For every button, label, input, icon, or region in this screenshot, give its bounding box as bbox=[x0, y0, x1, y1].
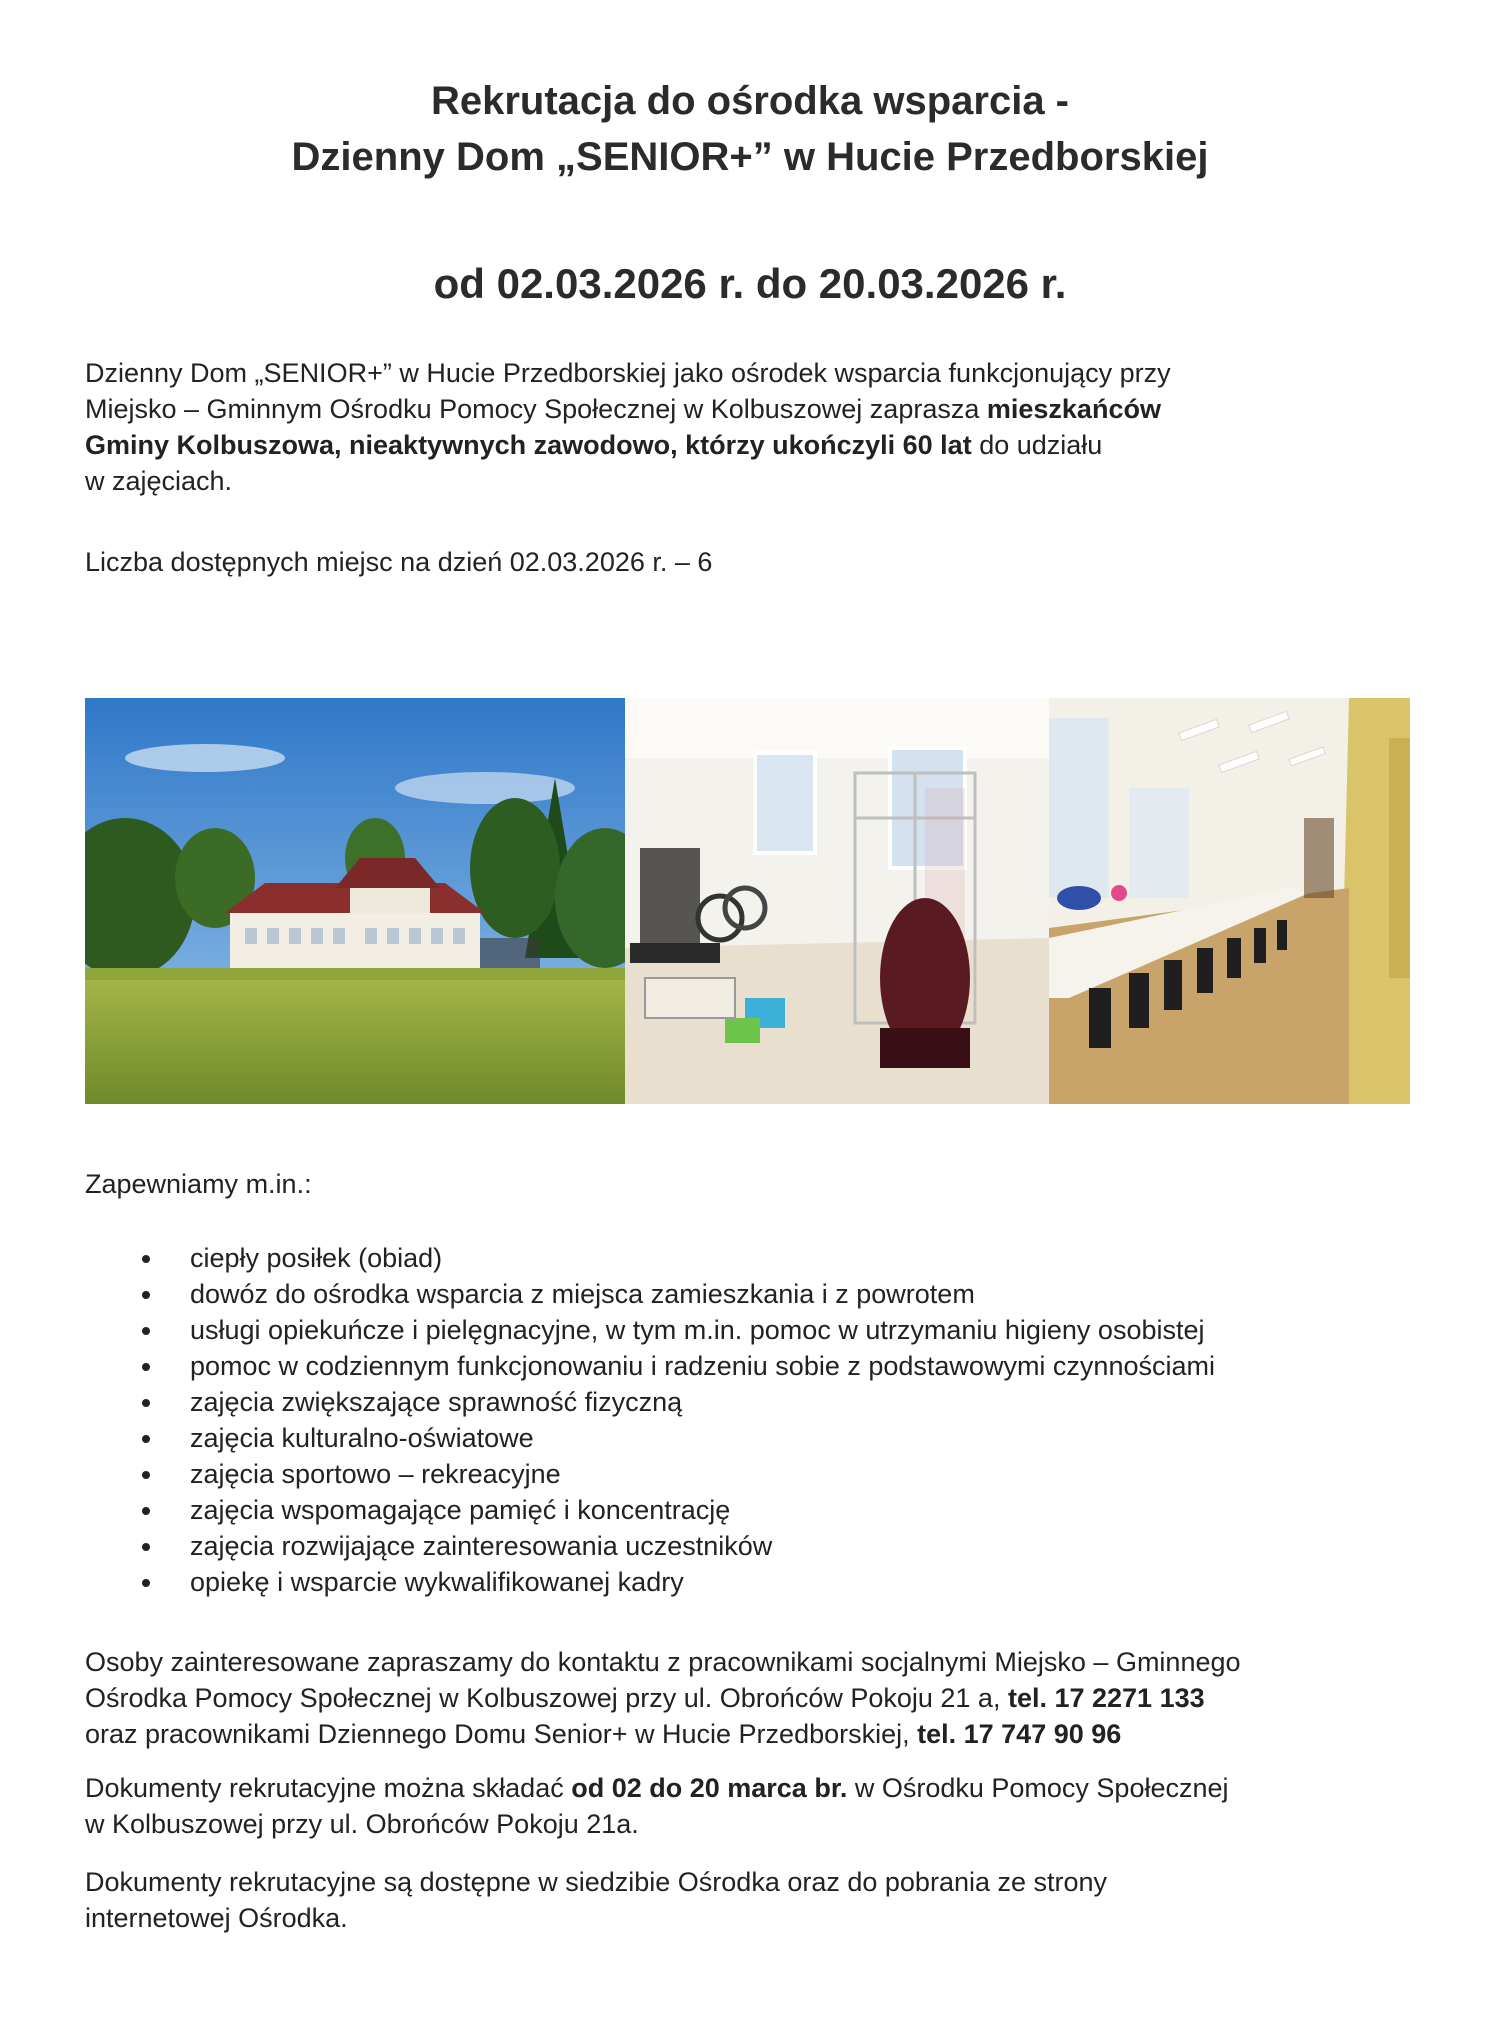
contact-line-3 bbox=[85, 1716, 1425, 1752]
list-item-text: opiekę i wsparcie wykwalifikowanej kadry bbox=[190, 1567, 684, 1597]
list-item-text: zajęcia zwiększające sprawność fizyczną bbox=[190, 1387, 683, 1417]
phone-number-ops: tel. 17 2271 133 bbox=[1007, 1683, 1205, 1713]
list-item bbox=[85, 1312, 1425, 1348]
list-item bbox=[85, 1420, 1425, 1456]
building-exterior-photo bbox=[85, 698, 625, 1104]
intro-line-3-bold: Gminy Kolbuszowa, nieaktywnych zawodowo, którzy ukończyli 60 lat bbox=[85, 430, 972, 460]
page-title-line-1: Rekrutacja do ośrodka wsparcia - bbox=[430, 79, 1069, 123]
documents-submission-paragraph bbox=[85, 1770, 1425, 1842]
bullet-icon bbox=[142, 1255, 150, 1263]
page-title-line-2: Dzienny Dom „SENIOR+” w Hucie Przedborskiej bbox=[291, 135, 1209, 179]
dining-hall-photo bbox=[1049, 698, 1410, 1104]
list-item bbox=[85, 1276, 1425, 1312]
intro-line-2-bold: mieszkańców bbox=[986, 394, 1161, 424]
intro-line-2 bbox=[85, 391, 1425, 427]
available-places: Liczba dostępnych miejsc na dzień 02.03.2026 r. – 6 bbox=[85, 547, 713, 577]
list-item-text: zajęcia wspomagające pamięć i koncentrację bbox=[190, 1495, 731, 1525]
submission-dates: od 02 do 20 marca br. bbox=[571, 1773, 848, 1803]
list-item-text: zajęcia kulturalno-oświatowe bbox=[190, 1423, 534, 1453]
bullet-icon bbox=[142, 1471, 150, 1479]
list-item-text: usługi opiekuńcze i pielęgnacyjne, w tym m.in. pomoc w utrzymaniu higieny osobistej bbox=[190, 1315, 1205, 1345]
phone-number-senior: tel. 17 747 90 96 bbox=[917, 1719, 1122, 1749]
list-item-text: zajęcia rozwijające zainteresowania uczestników bbox=[190, 1531, 773, 1561]
docs1-text-2: w Ośrodku Pomocy Społecznej bbox=[847, 1773, 1229, 1803]
list-item bbox=[85, 1384, 1425, 1420]
bullet-icon bbox=[142, 1327, 150, 1335]
list-item bbox=[85, 1528, 1425, 1564]
bullet-icon bbox=[142, 1363, 150, 1371]
intro-line-1: Dzienny Dom „SENIOR+” w Hucie Przedborskiej jako ośrodek wsparcia funkcjonujący przy bbox=[85, 358, 1171, 388]
list-item-text: ciepły posiłek (obiad) bbox=[190, 1243, 443, 1273]
list-item-text: dowóz do ośrodka wsparcia z miejsca zamieszkania i z powrotem bbox=[190, 1279, 975, 1309]
bullet-icon bbox=[142, 1543, 150, 1551]
documents-availability-paragraph bbox=[85, 1864, 1425, 1936]
exercise-room-photo bbox=[625, 698, 1049, 1104]
list-item bbox=[85, 1240, 1425, 1276]
intro-line-2-text: Miejsko – Gminnym Ośrodku Pomocy Społecznej w Kolbuszowej zaprasza bbox=[85, 394, 987, 424]
bullet-icon bbox=[142, 1507, 150, 1515]
docs1-text-1: Dokumenty rekrutacyjne można składać bbox=[85, 1773, 572, 1803]
intro-line-3-text: do udziału bbox=[971, 430, 1103, 460]
intro-line-4: w zajęciach. bbox=[85, 466, 233, 496]
services-list bbox=[85, 1240, 1425, 1600]
bullet-icon bbox=[142, 1291, 150, 1299]
list-item-text: pomoc w codziennym funkcjonowaniu i radzeniu sobie z podstawowymi czynnościami bbox=[190, 1351, 1215, 1381]
list-item bbox=[85, 1348, 1425, 1384]
contact-line-1: Osoby zainteresowane zapraszamy do kontaktu z pracownikami socjalnymi Miejsko – Gminnego bbox=[85, 1647, 1241, 1677]
docs2-line-1: Dokumenty rekrutacyjne są dostępne w siedzibie Ośrodka oraz do pobrania ze strony bbox=[85, 1867, 1108, 1897]
bullet-icon bbox=[142, 1399, 150, 1407]
docs1-line-1 bbox=[85, 1770, 1425, 1806]
contact-line-3-text: oraz pracownikami Dziennego Domu Senior+ w Hucie Przedborskiej, bbox=[85, 1719, 918, 1749]
contact-paragraph bbox=[85, 1644, 1425, 1752]
photo-collage bbox=[85, 698, 1410, 1104]
list-item bbox=[85, 1492, 1425, 1528]
recruitment-dates: od 02.03.2026 r. do 20.03.2026 r. bbox=[433, 260, 1067, 307]
intro-paragraph bbox=[85, 355, 1425, 499]
contact-line-2 bbox=[85, 1680, 1425, 1716]
list-item bbox=[85, 1456, 1425, 1492]
list-item-text: zajęcia sportowo – rekreacyjne bbox=[190, 1459, 561, 1489]
intro-line-3 bbox=[85, 427, 1425, 463]
bullet-icon bbox=[142, 1579, 150, 1587]
list-item bbox=[85, 1564, 1425, 1600]
provide-heading: Zapewniamy m.in.: bbox=[85, 1169, 312, 1199]
contact-line-2-text: Ośrodka Pomocy Społecznej w Kolbuszowej przy ul. Obrońców Pokoju 21 a, bbox=[85, 1683, 1008, 1713]
docs1-line-2: w Kolbuszowej przy ul. Obrońców Pokoju 21a. bbox=[85, 1809, 639, 1839]
docs2-line-2: internetowej Ośrodka. bbox=[85, 1903, 348, 1933]
bullet-icon bbox=[142, 1435, 150, 1443]
